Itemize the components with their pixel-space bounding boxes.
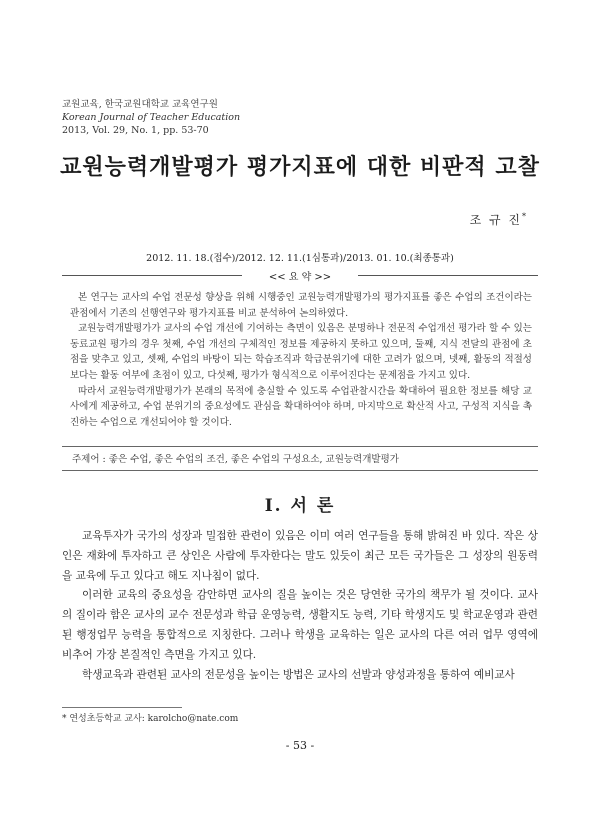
author — [470, 211, 528, 228]
review-dates: 2012. 11. 18.(접수)/2012. 12. 11.(1심통과)/2013. 01. 10.(최종통과) — [146, 253, 454, 264]
journal-name-korean: 교원교육, 한국교원대학교 교육연구원 — [62, 99, 218, 110]
section-heading: Ⅰ. 서 론 — [264, 496, 336, 516]
abstract-paragraph: 교원능력개발평가가 교사의 수업 개선에 기여하는 측면이 있음은 분명하나 전문적 수업개선 평가라 할 수 있는 동료교원 평가의 경우 첫째, 수업 개선의 구체적인 정보를 제공하지 못하고 있으며, 둘째, 지식 전달의 관점에 초점을 맞추고 있고, 셋째, 수업의 바탕이 되는 학습조직과 학급분위기에 대한 고려가 없으며, 넷째, 활동의 적절성보다는 활동 여부에 초점이 있고, 다섯째, 평가가 형식적으로 이루어진다는 문제점을 가지고 있다. — [70, 323, 532, 381]
abstract-heading — [62, 268, 538, 282]
keywords-bottom-rule — [62, 470, 538, 471]
abstract-label: << 요 약 >> — [268, 272, 332, 283]
footnote: * 연성초등학교 교사: karolcho@nate.com — [62, 714, 239, 724]
page-number: - 53 - — [285, 739, 315, 752]
abstract-body — [70, 290, 532, 430]
author-footnote-mark: * — [522, 212, 528, 221]
journal-info — [62, 98, 240, 137]
journal-volume: 2013, Vol. 29, No. 1, pp. 53-70 — [62, 125, 209, 136]
keywords-top-rule — [62, 446, 538, 447]
body-paragraph: 이러한 교육의 중요성을 감안하면 교사의 질을 높이는 것은 당연한 국가의 책무가 될 것이다. 교사의 질이라 함은 교사의 교수 전문성과 학급 운영능력, 생활지도 능력, 기타 학생지도 및 학교운영과 관련된 행정업무 능력을 통합적으로 지칭한다. 그러나 학생을 교육하는 일은 교사의 다른 여러 업무 영역에 비추어 가장 본질적인 측면을 가지고 있다. — [62, 589, 538, 661]
journal-name-english: Korean Journal of Teacher Education — [62, 112, 241, 123]
paper-title: 교원능력개발평가 평가지표에 대한 비판적 고찰 — [60, 154, 540, 180]
body-text — [62, 527, 538, 685]
body-paragraph: 학생교육과 관련된 교사의 전문성을 높이는 방법은 교사의 선발과 양성과정을 통하여 예비교사 — [82, 668, 515, 681]
body-paragraph: 교육투자가 국가의 성장과 밀접한 관련이 있음은 이미 여러 연구들을 통해 밝혀진 바 있다. 작은 상인은 재화에 투자하고 큰 상인은 사람에 투자한다는 말도 있듯이 최근 모든 국가들은 그 성장의 원동력을 교육에 두고 있다고 해도 지나침이 없다. — [62, 530, 538, 582]
author-name: 조 규 진 — [469, 213, 522, 227]
abstract-heading-rule-right — [358, 275, 538, 276]
abstract-paragraph: 따라서 교원능력개발평가가 본래의 목적에 충실할 수 있도록 수업관찰시간을 확대하여 필요한 정보를 해당 교사에게 제공하고, 수업 분위기의 중요성에도 관심을 확대하여야 하며, 마지막으로 확산적 사고, 구성적 지식을 촉진하는 수업으로 개선되어야 할 것이다. — [70, 385, 532, 428]
footnote-rule — [62, 707, 182, 708]
abstract-paragraph: 본 연구는 교사의 수업 전문성 향상을 위해 시행중인 교원능력개발평가의 평가지표를 좋은 수업의 조건이라는 관점에서 기존의 선행연구와 평가지표를 비교 분석하여 논의하였다. — [70, 292, 532, 319]
keywords: 주제어 : 좋은 수업, 좋은 수업의 조건, 좋은 수업의 구성요소, 교원능력개발평가 — [72, 454, 399, 465]
